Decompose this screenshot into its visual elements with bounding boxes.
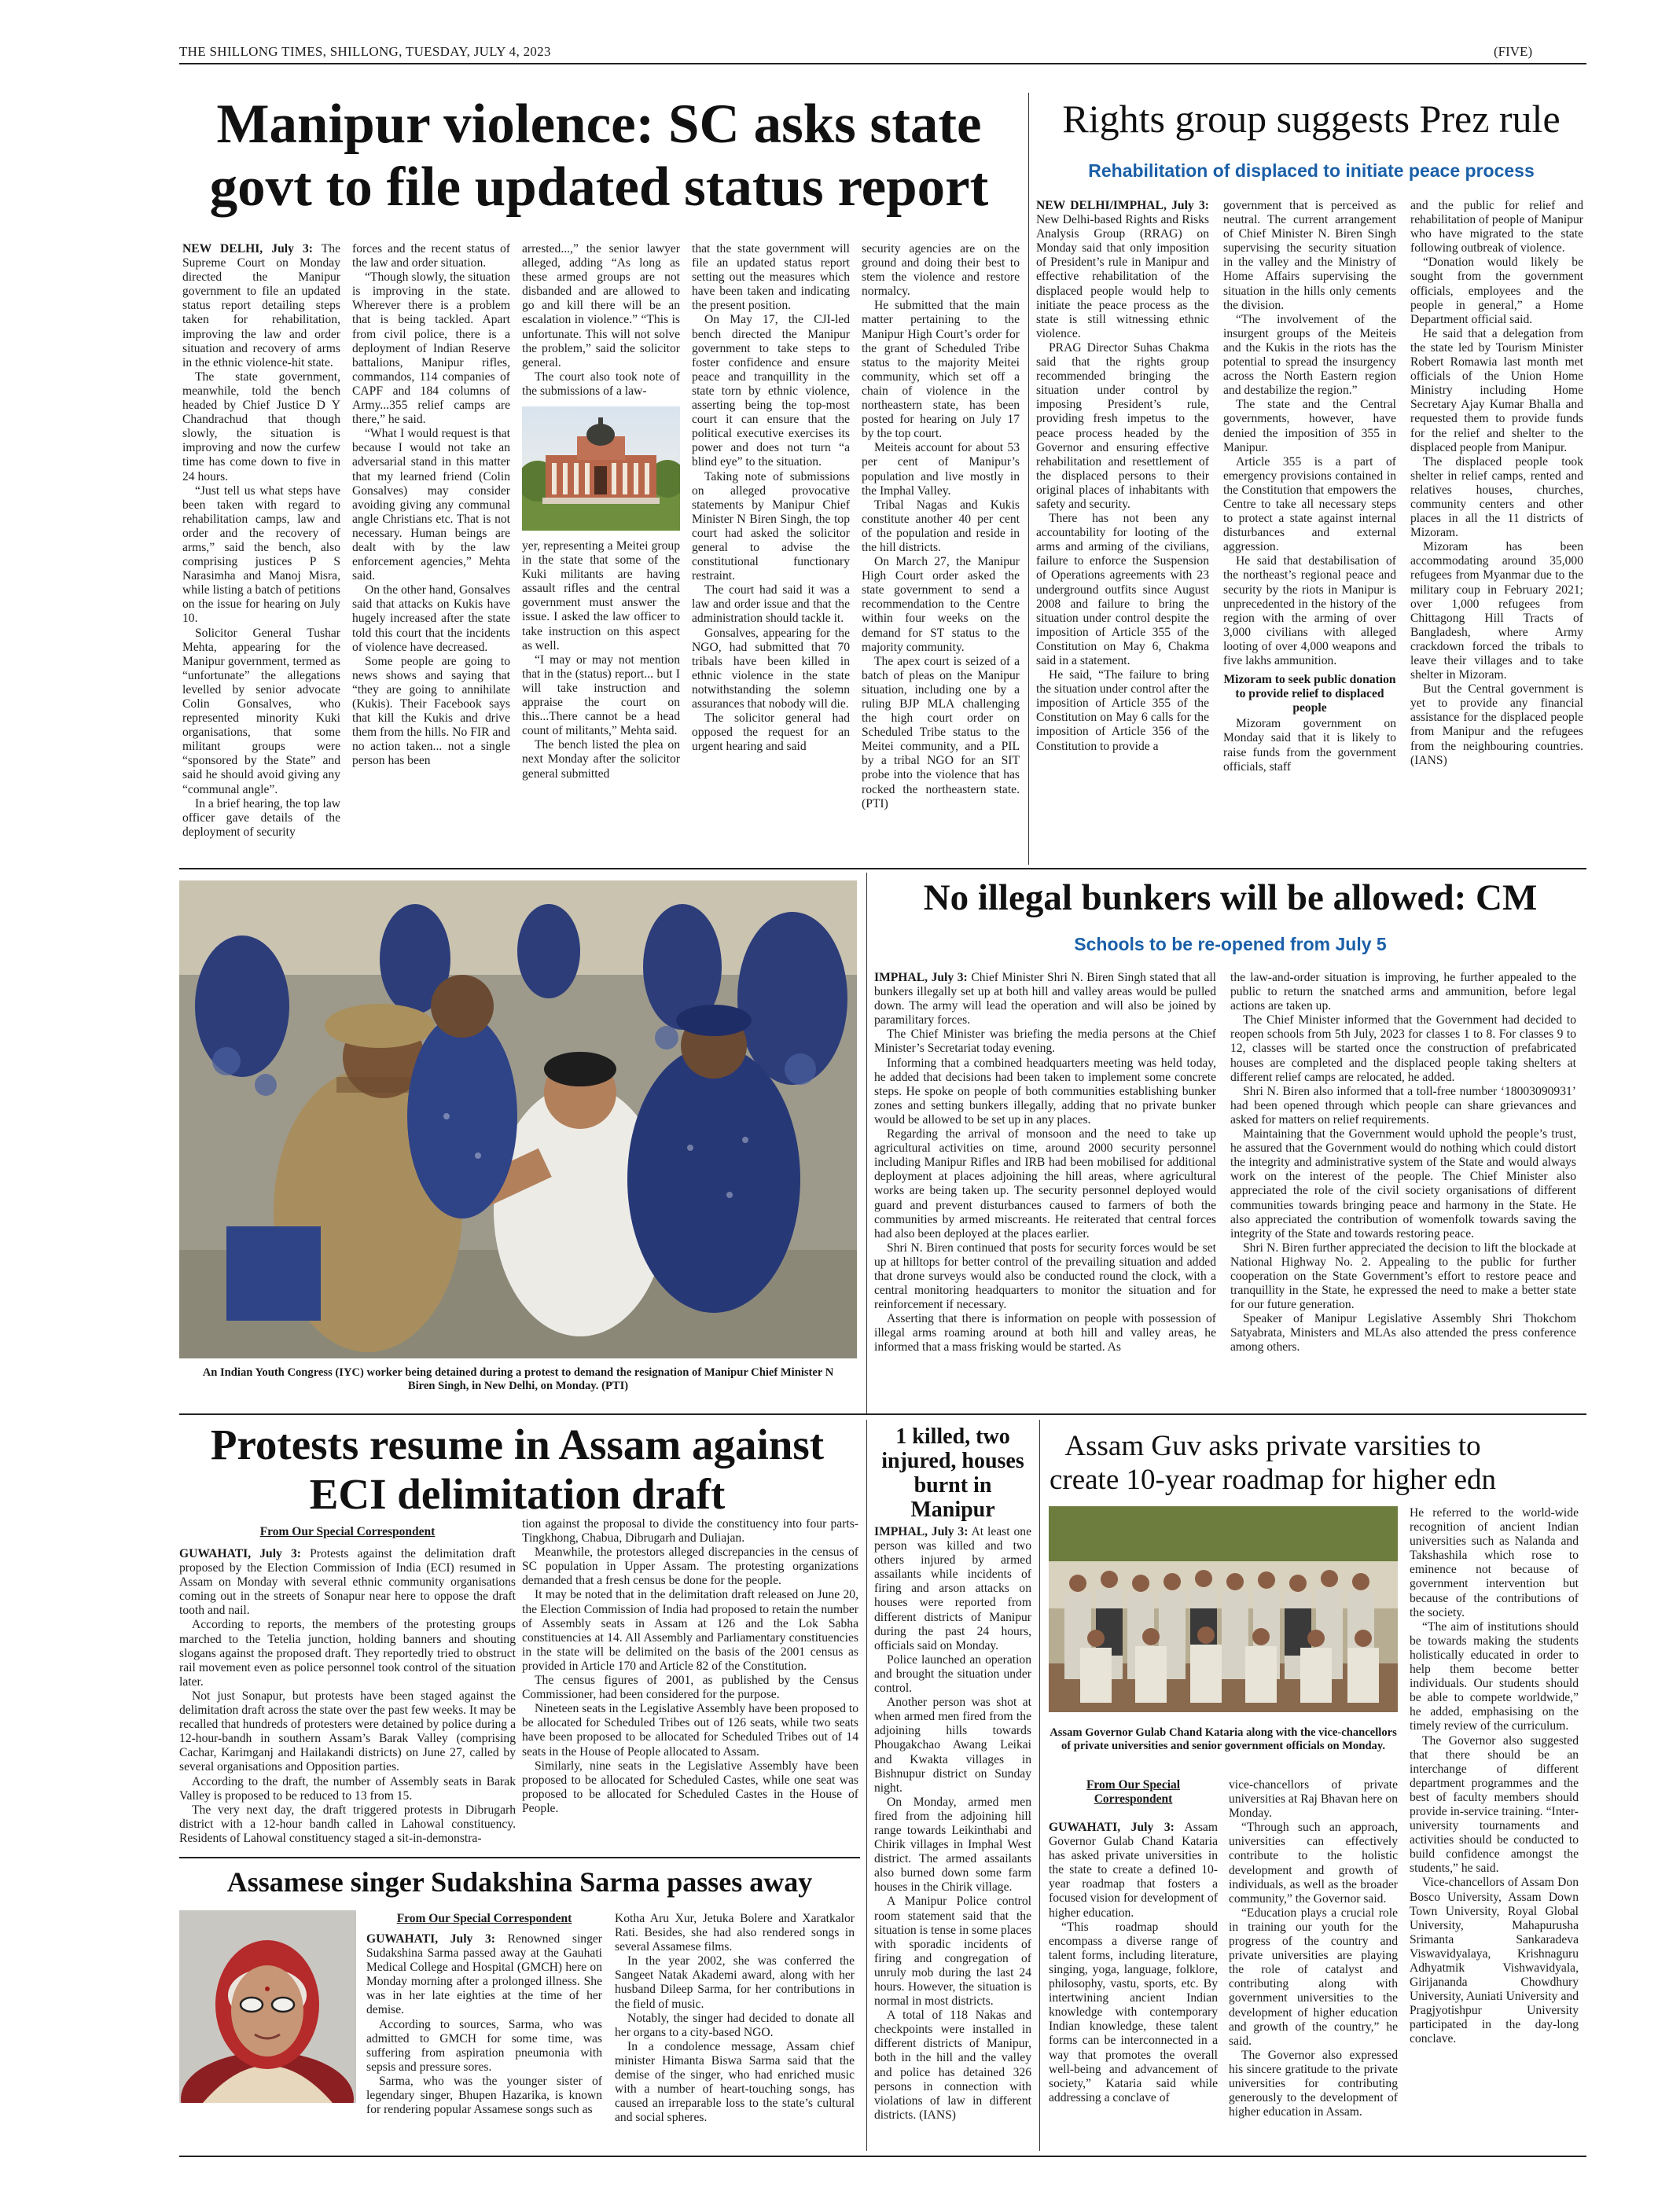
article-paragraph <box>352 655 510 769</box>
story7-col2 <box>1229 1778 1398 2147</box>
article-paragraph <box>1230 1312 1576 1354</box>
story5-byline: From Our Special Correspondent <box>396 1912 572 1925</box>
divider-story4-story5 <box>179 1857 860 1858</box>
article-paragraph <box>522 1759 858 1816</box>
paragraph-text: “Through such an approach, universities can effectively contribute to the holistic development and growth of individuals, as well as the broader community,” the Governor said. <box>1229 1821 1398 1906</box>
article-paragraph <box>692 313 850 469</box>
paragraph-text: Sarma, who was the younger sister of legendary singer, Bhupen Hazarika, is known for rendering popular Assamese songs such as <box>366 2074 602 2117</box>
paragraph-text: Chief Minister Shri N. Biren Singh stated that all bunkers illegally set up at both hill and valley areas would be pulled down. The army will lead the operation and will also be joined by paramilitary forces. <box>874 971 1216 1027</box>
paragraph-text: Speaker of Manipur Legislative Assembly Shri Thokchom Satyabrata, Ministers and MLAs also attended the press conference among others. <box>1230 1312 1576 1354</box>
headline-assam-guv: Assam Guv asks private varsities to create 10-year roadmap for higher edn <box>1049 1430 1497 1496</box>
paragraph-text: He said that a delegation from the state led by Tourism Minister Robert Romawia last month met officials of the Union Home Ministry including Home Secretary Ajay Kumar Bhalla and requested them to provide funds for the relief and shelter to the displaced people from Manipur. <box>1410 326 1583 454</box>
article-paragraph <box>1036 512 1209 668</box>
article-paragraph <box>522 738 680 781</box>
article-paragraph <box>862 555 1020 655</box>
paragraph-text: Meiteis account for about 53 per cent of Manipur’s population and live mostly in the Imphal Valley. <box>862 441 1020 498</box>
article-paragraph <box>615 2012 855 2040</box>
paragraph-text: Nineteen seats in the Legislative Assembly have been proposed to be allocated for Scheduled Tribes out of 126 seats, while two seats have been proposed to be allocated for Scheduled Tribes out of 14 seats in the House of People allocated to Assam. <box>522 1702 858 1759</box>
article-paragraph <box>182 484 340 627</box>
masthead-dateline: THE SHILLONG TIMES, SHILLONG, TUESDAY, JULY 4, 2023 <box>179 44 551 59</box>
article-paragraph <box>366 2075 602 2117</box>
article-paragraph <box>615 1954 855 2011</box>
article-paragraph <box>874 2009 1031 2123</box>
story1-col3b <box>522 539 680 863</box>
article-paragraph <box>179 1689 516 1775</box>
paragraph-text: On March 27, the Manipur High Court order asked the state government to send a recommendation to the Centre within four weeks on the demand for ST status to the majority community. <box>862 555 1020 654</box>
article-paragraph <box>1229 2049 1398 2119</box>
story7-col1 <box>1049 1821 1218 2147</box>
article-paragraph <box>1036 199 1209 341</box>
governor-vc-group-photo <box>1049 1506 1398 1712</box>
article-paragraph <box>1229 1821 1398 1906</box>
dateline: GUWAHATI, July 3: <box>366 1932 495 1946</box>
article-paragraph <box>522 1702 858 1759</box>
paragraph-text: Maintaining that the Government would uphold the people’s trust, he assured that the Government would do nothing which could distort the integrity and administrative system of the State and would always work on the interest of the people. The Chief Minister also appreciated the role of the civil society organisations of different communities towards bringing peace and harmony in the State. He also appreciated the contribution of womenfolk towards saving the integrity of the State and towards restoring peace. <box>1230 1127 1576 1241</box>
paragraph-text: According to the draft, the number of Assembly seats in Barak Valley is proposed to be reduced to 13 from 15. <box>179 1774 516 1803</box>
article-paragraph <box>874 1696 1031 1796</box>
paragraph-text: Gonsalves, appearing for the NGO, had submitted that 70 tribals have been killed in ethnic violence in the state notwithstanding the solemn assurances that nobody will die. <box>692 626 850 711</box>
dateline: GUWAHATI, July 3: <box>179 1547 301 1560</box>
paragraph-text: Solicitor General Tushar Mehta, appearing for the Manipur government, termed as “unfortunate” the allegations levelled by senior advocate Colin Gonsalves, who represented minority Kuki organisations, that some militant groups were “sponsored by the State” and said he should avoid giving any “communal angle”. <box>182 626 340 796</box>
iyc-photo-caption: An Indian Youth Congress (IYC) worker being detained during a protest to demand the resignation of Manipur Chief Minister N Biren Singh, in New Delhi, on Monday. (PTI) <box>202 1366 834 1392</box>
deck-schools-reopen: Schools to be re-opened from July 5 <box>1074 934 1387 954</box>
article-paragraph <box>692 470 850 584</box>
article-paragraph <box>615 2040 855 2126</box>
article-paragraph <box>1223 313 1396 399</box>
story2-col1 <box>1036 199 1209 863</box>
article-paragraph <box>1410 455 1583 541</box>
paragraph-text: Mizoram has been accommodating around 35,000 refugees from Myanmar due to the military coup in February 2021; over 1,000 refugees from Chittagong Hill Tracts of Bangladesh, where Army crackdown forced the tribals to leave their villages and to take shelter in Mizoram. <box>1410 540 1583 682</box>
article-paragraph <box>1223 554 1396 668</box>
paragraph-text: Assam Governor Gulab Chand Kataria has asked private universities in the state to create a defined 10-year roadmap that fosters a focused vision for development of higher education. <box>1049 1821 1218 1920</box>
paragraph-text: Shri N. Biren continued that posts for security forces would be set up at hilltops for better control of the prevailing situation and added that drone surveys would also be conducted round the clock, with a central monitoring headquarters to monitor the situation and for reinforcement if necessary. <box>874 1241 1216 1312</box>
paragraph-text: Taking note of submissions on alleged provocative statements by Manipur Chief Minister N Biren Singh, the top court had asked the solicitor general to advise the constitutional functionary restraint. <box>692 469 850 583</box>
supreme-court-photo <box>522 406 680 531</box>
story7-col3 <box>1410 1506 1579 2147</box>
headline-sudakshina-sarma: Assamese singer Sudakshina Sarma passes away <box>226 1866 813 1898</box>
iyc-protest-photo <box>179 880 857 1358</box>
divider-story6-story7 <box>1039 1420 1040 2151</box>
article-paragraph <box>874 1127 1216 1241</box>
article-paragraph <box>1229 1778 1398 1821</box>
article-paragraph <box>179 1547 516 1618</box>
paragraph-text: The state government, meanwhile, told the bench headed by Chief Justice D Y Chandrachud that though slowly, the situation is improving and now the curfew time has come down to five in 24 hours. <box>182 369 340 483</box>
story4-col2 <box>522 1517 858 1852</box>
article-paragraph <box>522 1517 858 1546</box>
paragraph-text: “The aim of institutions should be towards making the students holistically educated in order to help them become better individuals. Our students should be able to compete worldwide,” he added, emphasising on the timely review of the curriculum. <box>1410 1619 1579 1733</box>
article-paragraph <box>1410 540 1583 682</box>
article-paragraph <box>862 299 1020 441</box>
article-paragraph <box>692 583 850 626</box>
story6-col1 <box>874 1525 1031 2146</box>
deck-rehabilitation: Rehabilitation of displaced to initiate peace process <box>1088 160 1535 181</box>
article-paragraph <box>179 1803 516 1846</box>
article-paragraph <box>692 242 850 313</box>
paragraph-text: In the year 2002, she was conferred the Sangeet Natak Akademi award, along with her husband Dileep Sarma, for her contributions in the field of music. <box>615 1954 855 2011</box>
divider-photo-story3 <box>866 873 867 1415</box>
divider-top-section <box>179 868 1586 869</box>
article-paragraph <box>1223 717 1396 774</box>
article-paragraph <box>862 242 1020 299</box>
article-paragraph <box>1223 398 1396 454</box>
paragraph-text: forces and the recent status of the law and order situation. <box>352 242 510 270</box>
story3-col1 <box>874 971 1216 1411</box>
paragraph-text: “What I would request is that because I would not take an adversarial stand in this matter that my learned friend (Colin Gonsalves) may consider avoiding giving any communal angle Christians etc. That is not necessary. Human beings are dealt with by the law enforcement agencies,” Mehta said. <box>352 427 510 583</box>
article-paragraph <box>366 2018 602 2075</box>
paragraph-text: He submitted that the main matter pertaining to the Manipur High Court’s order for the grant of Scheduled Tribe status to the majority Meitei community, which set off a chain of violence in the northeastern state, has been posted for hearing on July 17 by the top court. <box>862 299 1020 441</box>
article-paragraph <box>1410 682 1583 768</box>
article-paragraph <box>179 1618 516 1689</box>
article-paragraph <box>179 1775 516 1803</box>
article-paragraph <box>522 653 680 739</box>
divider-mid-section <box>179 1413 1586 1415</box>
article-paragraph <box>1230 1013 1576 1084</box>
divider-story4-story6 <box>866 1420 867 2151</box>
story1-col3a <box>522 242 680 399</box>
paragraph-text: Meanwhile, the protestors alleged discrepancies in the census of SC population in Upper Assam. The protesting organizations demanded that a fresh census be done for the people. <box>522 1546 858 1588</box>
paragraph-text: vice-chancellors of private universities at Raj Bhavan here on Monday. <box>1229 1778 1398 1821</box>
paragraph-text: The bench listed the plea on next Monday after the solicitor general submitted <box>522 738 680 781</box>
paragraph-text: Mizoram government on Monday said that it is likely to raise funds from the government officials, staff <box>1223 717 1396 774</box>
paragraph-text: “Education plays a crucial role in training our youth for the progress of the country and private universities are playing the role of catalyst and contributing along with government universities to the development of higher education and growth of the country,” he said. <box>1229 1906 1398 2048</box>
governor-photo-caption: Assam Governor Gulab Chand Kataria along with the vice-chancellors of private universities and senior government officials on Monday. <box>1050 1726 1397 1752</box>
article-paragraph <box>874 1525 1031 1653</box>
paragraph-text: “Just tell us what steps have been taken with regard to rehabilitation camps, law and order and the recovery of arms,” said the bench, also comprising justices P S Narasimha and Manoj Misra, while listing a batch of petitions on the issue for hearing on July 10. <box>182 483 340 626</box>
paragraph-text: Shri N. Biren also informed that a toll-free number ‘18003090931’ had been opened through which people can share grievances and asked for matters on relief requirements. <box>1230 1084 1576 1127</box>
paragraph-text: Tribal Nagas and Kukis constitute another 40 per cent of the population and reside in the hill districts. <box>862 498 1020 554</box>
article-paragraph <box>1230 1085 1576 1127</box>
paragraph-text: Kotha Aru Xur, Jetuka Bolere and Xaratkalor Rati. Besides, she had also rendered songs in several Assamese films. <box>615 1912 855 1954</box>
sudakshina-sarma-photo <box>179 1910 356 2103</box>
paragraph-text: Some people are going to news shows and saying that “they are going to annihilate (Kukis). Their Facebook says that kill the Kukis and drive them from the hills. No FIR and no action taken... not a single person has been <box>352 654 510 768</box>
paragraph-text: The state and the Central governments, however, have denied the imposition of 355 in Manipur. <box>1223 398 1396 454</box>
article-paragraph <box>182 797 340 840</box>
headline-illegal-bunkers: No illegal bunkers will be allowed: CM <box>923 877 1538 918</box>
paragraph-text: On May 17, the CJI-led bench directed the Manipur government to take steps to foster confidence and ensure peace and tranquillity in the state torn by ethnic violence, asserting being the top-most court it can ensure that the political executive exercises its power and does not turn “a blind eye” to the situation. <box>692 313 850 469</box>
paragraph-text: The court had said it was a law and order issue and that the administration should tackle it. <box>692 583 850 626</box>
paragraph-text: He said that destabilisation of the northeast’s regional peace and security by the riots in Manipur is unprecedented in the history of the region with the arming of over 3,000 civilians with alleged looting of over 4,000 weapons and five lakhs ammunition. <box>1223 554 1396 667</box>
story4-byline: From Our Special Correspondent <box>259 1525 436 1538</box>
paragraph-text: Notably, the singer had decided to donate all her organs to a city-based NGO. <box>615 2011 855 2039</box>
article-paragraph <box>1049 1921 1218 2105</box>
story1-col4 <box>692 242 850 863</box>
paragraph-text: Regarding the arrival of monsoon and the need to take up agricultural activities on time, around 2000 security personnel including Manipur Rifles and IRB had been mobilised for additional deployment at places adjoining the hill areas, where agricultural works are being taken up. The security personnel deployed would guard and prevent disturbances caused to farmers of both the communities by armed miscreants. He reiterated that central forces had also been deployed at the places earlier. <box>874 1127 1216 1241</box>
paragraph-text: The court also took note of the submissions of a law- <box>522 369 680 398</box>
page-bottom-rule <box>179 2156 1586 2157</box>
article-paragraph <box>692 627 850 712</box>
paragraph-text: According to reports, the members of the protesting groups marched to the Tetelia junction, holding banners and shouting slogans against the proposed draft. They reportedly tried to obstruct rail movement even as police personnel took control of the situation later. <box>179 1618 516 1689</box>
paragraph-text: The displaced people took shelter in relief camps, rented and relatives houses, churches, community centers and other places in all the 11 districts of Mizoram. <box>1410 454 1583 540</box>
article-paragraph <box>352 242 510 270</box>
article-paragraph <box>1230 1127 1576 1241</box>
paragraph-text: Asserting that there is information on people with possession of illegal arms roaming around at both hill and valley areas, he informed that a mass frisking would be started. As <box>874 1312 1216 1354</box>
dateline: NEW DELHI, July 3: <box>182 242 313 255</box>
article-paragraph <box>1036 341 1209 512</box>
article-paragraph <box>862 441 1020 498</box>
paragraph-text: A Manipur Police control room statement said that the situation is tense in some places with sporadic incidents of firing and congregation of unruly mob during the last 24 hours. However, the situation is normal in most districts. <box>874 1895 1031 2009</box>
paragraph-text: Renowned singer Sudakshina Sarma passed away at the Gauhati Medical College and Hospital (GMCH) here on Monday morning after a prolonged illness. She was in her late eighties at the time of her demise. <box>366 1932 602 2017</box>
page-number: (FIVE) <box>1494 44 1533 59</box>
paragraph-text: the law-and-order situation is improving, he further appealed to the public to return the snatched arms and ammunition, before legal actions are taken up. <box>1230 971 1576 1013</box>
paragraph-text: It may be noted that in the delimitation draft released on June 20, the Election Commission of India had proposed to retain the number of Assembly seats in Assam at 126 and the Lok Sabha constituencies at 14. All Assembly and Parliamentary constituencies in the state will be delimited on the basis of the 2001 census as provided in Article 170 and Article 82 of the Constitution. <box>522 1588 858 1673</box>
article-paragraph <box>874 1057 1216 1127</box>
article-paragraph <box>352 427 510 583</box>
dateline: IMPHAL, July 3: <box>874 1525 969 1538</box>
paragraph-text: According to sources, Sarma, who was admitted to GMCH for some time, was suffering from aspiration pneumonia with sepsis and pressure sores. <box>366 2017 602 2074</box>
story5-col1 <box>366 1932 602 2145</box>
article-paragraph <box>615 1912 855 1954</box>
dateline: GUWAHATI, July 3: <box>1049 1821 1175 1834</box>
paragraph-text: yer, representing a Meitei group in the state that some of the Kuki militants are having assault rifles and the central government must answer the issue. I asked the law officer to take instruction on this aspect as well. <box>522 539 680 652</box>
article-paragraph <box>1230 971 1576 1013</box>
article-paragraph <box>874 1653 1031 1696</box>
article-paragraph <box>692 711 850 754</box>
article-paragraph <box>1410 327 1583 455</box>
story1-col5 <box>862 242 1020 863</box>
article-paragraph <box>522 370 680 399</box>
story1-col2 <box>352 242 510 863</box>
paragraph-text: security agencies are on the ground and doing their best to stem the violence and restore normalcy. <box>862 242 1020 299</box>
article-paragraph <box>1036 668 1209 754</box>
article-paragraph <box>1410 255 1583 326</box>
paragraph-text: that the state government will file an updated status report setting out the measures which have been taken and indicating the present position. <box>692 242 850 313</box>
article-paragraph <box>522 1674 858 1702</box>
story1-col1 <box>182 242 340 863</box>
paragraph-text: On Monday, armed men fired from the adjoining hill range towards Leikinthabi and Chirik villages in Imphal West district. The armed assailants also burned down some farm houses in the Chirik village. <box>874 1795 1031 1895</box>
masthead-rule <box>179 63 1586 64</box>
article-paragraph <box>522 1546 858 1588</box>
article-paragraph <box>1410 199 1583 255</box>
article-paragraph <box>1049 1821 1218 1921</box>
article-paragraph <box>874 1027 1216 1056</box>
article-paragraph <box>874 971 1216 1027</box>
article-paragraph <box>522 242 680 370</box>
headline-sc-manipur: Manipur violence: SC asks state govt to file updated status report <box>209 94 989 218</box>
article-paragraph <box>862 655 1020 811</box>
article-paragraph <box>182 627 340 797</box>
subheading: Mizoram to seek public donation to provide relief to displaced people <box>1223 673 1396 715</box>
paragraph-text: In a brief hearing, the top law officer gave details of the deployment of security <box>182 796 340 839</box>
paragraph-text: The Supreme Court on Monday directed the Manipur government to file an updated status report detailing steps taken for rehabilitation, improving the law and order situation and recovery of arms in the ethnic violence-hit state. <box>182 242 340 369</box>
article-paragraph <box>1410 1620 1579 1734</box>
paragraph-text: He said, “The failure to bring the situation under control after the imposition of Article 355 of the Constitution on May 6 calls for the imposition of Article 356 of the Constitution to provide a <box>1036 668 1209 753</box>
headline-prez-rule: Rights group suggests Prez rule <box>1062 97 1561 141</box>
paragraph-text: New Delhi-based Rights and Risks Analysis Group (RRAG) on Monday said that only imposition of President’s rule in Manipur and effective rehabilitation of the displaced people would help to initiate the peace process as the state is still witnessing ethnic violence. <box>1036 213 1209 340</box>
paragraph-text: Police launched an operation and brought the situation under control. <box>874 1652 1031 1696</box>
paragraph-text: “Donation would likely be sought from the government officials, employees and the people in general,” a Home Department official said. <box>1410 255 1583 326</box>
article-paragraph <box>874 1312 1216 1354</box>
article-paragraph <box>874 1241 1216 1312</box>
paragraph-text: But the Central government is yet to provide any financial assistance for the displaced people from Manipur and the refugees from the neighbouring countries. (IANS) <box>1410 682 1583 767</box>
dateline: NEW DELHI/IMPHAL, July 3: <box>1036 199 1209 212</box>
dateline: IMPHAL, July 3: <box>874 971 968 984</box>
article-paragraph <box>1223 199 1396 313</box>
article-paragraph <box>874 1895 1031 2009</box>
paragraph-text: The Governor also expressed his sincere gratitude to the private universities for contributing generously to the development of higher education in Assam. <box>1229 2048 1398 2119</box>
paragraph-text: At least one person was killed and two others injured by armed assailants while incidents of firing and arson attacks on houses were reported from different districts of Manipur during the past 24 hours, officials said on Monday. <box>874 1525 1031 1652</box>
paragraph-text: Protests against the delimitation draft proposed by the Election Commission of India (ECI) resumed in Assam on Monday with several ethnic community organisations coming out in the streets of Sonapur near here to oppose the draft tooth and nail. <box>179 1547 516 1618</box>
paragraph-text: Article 355 is a part of emergency provisions contained in the Constitution that empowers the Centre to take all necessary steps to protect a state against internal disturbances and external aggression. <box>1223 454 1396 554</box>
article-paragraph <box>352 583 510 654</box>
paragraph-text: The Chief Minister was briefing the media persons at the Chief Minister’s Secretariat today evening. <box>874 1027 1216 1056</box>
headline-one-killed: 1 killed, two injured, houses burnt in Manipur <box>881 1424 1024 1522</box>
paragraph-text: Informing that a combined headquarters meeting was held today, he added that decisions had been taken to implement some concrete steps. He spoke on people of both communities establishing bunker zones and setting bunkers illegally, adding that no private bunker would be allowed to be set up in any places. <box>874 1056 1216 1127</box>
story5-col2 <box>615 1912 855 2145</box>
paragraph-text: Similarly, nine seats in the Legislative Assembly have been proposed to be allocated for Scheduled Castes, while one seat was proposed to be allocated for Scheduled Castes in the House of People. <box>522 1759 858 1815</box>
story7-byline: From Our Special Correspondent <box>1086 1778 1181 1806</box>
paragraph-text: Vice-chancellors of Assam Don Bosco University, Assam Down Town University, Royal Global University, Mahapurusha Srimanta Sankaradeva Viswavidyalaya, Krishnaguru Adhyatmik Vishwavidyala, Girijananda Chowdhury University, Auniati University and Pragjyotishpur University participated in the day-long conclave. <box>1410 1876 1579 2046</box>
paragraph-text: The census figures of 2001, as published by the Census Commissioner, had been considered for the purpose. <box>522 1674 858 1702</box>
article-paragraph <box>182 242 340 370</box>
article-paragraph <box>522 539 680 653</box>
article-paragraph <box>1410 1734 1579 1876</box>
paragraph-text: “Though slowly, the situation is improving in the state. Wherever there is a problem that is being tackled. Apart from civil police, there is a deployment of Indian Reserve battalions, Manipur rifles, commandos, 114 companies of CAPF and 184 columns of Army...355 relief camps are there,” he said. <box>352 270 510 427</box>
article-paragraph <box>1223 455 1396 555</box>
article-paragraph <box>1229 1906 1398 2049</box>
paragraph-text: “I may or may not mention that in the (status) report... but I will take instruction and appraise the court on this...There cannot be a head count of militants,” Mehta said. <box>522 652 680 738</box>
paragraph-text: tion against the proposal to divide the constituency into four parts- Tingkhong, Chabua, Dibrugarh and Duliajan. <box>522 1517 858 1546</box>
paragraph-text: “This roadmap should encompass a diverse range of talent forms, including literature, singing, yoga, language, folklore, philosophy, vastu, sports, etc. By intertwining ancient Indian knowledge with contemporary Indian knowledge, these talent forms can be interconnected in a way that promotes the overall well-being and advancement of society,” Kataria said while addressing a conclave of <box>1049 1920 1218 2104</box>
paragraph-text: On the other hand, Gonsalves said that attacks on Kukis have hugely increased after the state told this court that the incidents of violence have decreased. <box>352 583 510 654</box>
paragraph-text: A total of 118 Nakas and checkpoints were installed in different districts of Manipur, both in the hill and the valley and police has detained 326 persons in connection with violations of law in different districts. (IANS) <box>874 2009 1031 2122</box>
paragraph-text: government that is perceived as neutral. The current arrangement of Chief Minister N. Biren Singh supervising the security situation in the valley and the Ministry of Home Affairs supervising the situation in the hills only cements the division. <box>1223 199 1396 312</box>
paragraph-text: The solicitor general had opposed the request for an urgent hearing and said <box>692 711 850 754</box>
paragraph-text: Another person was shot at when armed men fired from the adjoining hills towards Phougakchao Awang Leikai and Kwakta villages in Bishnupur district on Sunday night. <box>874 1696 1031 1795</box>
article-paragraph <box>1410 1506 1579 1620</box>
story4-col1 <box>179 1547 516 1852</box>
paragraph-text: Shri N. Biren further appreciated the decision to lift the blockade at National Highway No. 2. Appealing to the public for further cooperation on the State Government’s effort to restore peace and tranquillity in the State, he expressed the need to make a better state for our future generation. <box>1230 1241 1576 1312</box>
divider-story1-story2 <box>1028 93 1029 865</box>
paragraph-text: “The involvement of the insurgent groups of the Meiteis and the Kukis in the riots has the potential to spread the insurgency across the North Eastern region and destabilize the region.” <box>1223 312 1396 398</box>
article-paragraph <box>862 498 1020 555</box>
paragraph-text: The Governor also suggested that there should be an interchange of different department programmes and the best of faculty members should provide in-service training. “Inter-university tournaments and activities should be conducted to build confidence amongst the students,” he said. <box>1410 1733 1579 1876</box>
paragraph-text: The Chief Minister informed that the Government had decided to reopen schools from 5th July, 2023 for classes 1 to 8. For classes 9 to 12, classes will be started once the construction of prefabricated houses are completed and the displaced people taking shelters at different relief camps are relocated, he added. <box>1230 1013 1576 1084</box>
paragraph-text: He referred to the world-wide recognition of ancient Indian universities such as Nalanda and Takshashila which rose to eminence not because of government intervention but because of the contributions of the society. <box>1410 1506 1579 1619</box>
story2-col3 <box>1410 199 1583 863</box>
paragraph-text: Not just Sonapur, but protests have been staged against the delimitation draft across the state over the past few weeks. It may be recalled that hundreds of protesters were detained by police during a 12-hour-bandh in southern Assam’s Barak Valley (comprising Cachar, Karimganj and Hailakandi districts) on June 27, called by several organisations and Opposition parties. <box>179 1689 516 1774</box>
article-paragraph <box>522 1588 858 1674</box>
article-paragraph <box>366 1932 602 2018</box>
article-paragraph <box>874 1796 1031 1895</box>
paragraph-text: arrested...,” the senior lawyer alleged, adding “As long as these armed groups are not disbanded and are allowed to go and kill there will be an escalation in violence.” “This is unfortunate. This will not solve the problem,” said the solicitor general. <box>522 242 680 369</box>
story2-col2 <box>1223 199 1396 863</box>
paragraph-text: There has not been any accountability for looting of the arms and arming of the civilians, failure to enforce the Suspension of Operations agreements with 23 underground outfits since August 2008 and failure to bring the situation under control despite the imposition of Article 355 of the Constitution on May 6, Chakma said in a statement. <box>1036 512 1209 667</box>
article-paragraph <box>352 270 510 427</box>
article-paragraph <box>182 370 340 484</box>
paragraph-text: The apex court is seized of a batch of pleas on the Manipur situation, including one by a ruling BJP MLA challenging the high court order on Scheduled Tribe status to the Meitei community, and a PIL by a tribal NGO for an SIT probe into the violence that has rocked the northeastern state. (PTI) <box>862 654 1020 810</box>
paragraph-text: In a condolence message, Assam chief minister Himanta Biswa Sarma said that the demise of the singer, who had enriched music with a number of heart-touching songs, has caused an irreparable loss to the state’s cultural and social spheres. <box>615 2039 855 2125</box>
paragraph-text: The very next day, the draft triggered protests in Dibrugarh district with a 12-hour bandh called in Lahowal constituency. Residents of Lahowal constituency staged a sit-in-demonstra- <box>179 1803 516 1845</box>
headline-assam-delimitation: Protests resume in Assam against ECI delimitation draft <box>210 1421 825 1518</box>
article-paragraph <box>1230 1241 1576 1312</box>
paragraph-text: and the public for relief and rehabilitation of people of Manipur who have migrated to the state following outbreak of violence. <box>1410 199 1583 255</box>
paragraph-text: PRAG Director Suhas Chakma said that the rights group recommended bringing the situation under control by imposing President’s rule, providing fresh impetus to the peace process headed by the Governor and ensuring effective rehabilitation and resettlement of the displaced persons to their original places of inhabitants with safety and security. <box>1036 340 1209 511</box>
story3-col2 <box>1230 971 1576 1411</box>
article-paragraph <box>1410 1876 1579 2046</box>
